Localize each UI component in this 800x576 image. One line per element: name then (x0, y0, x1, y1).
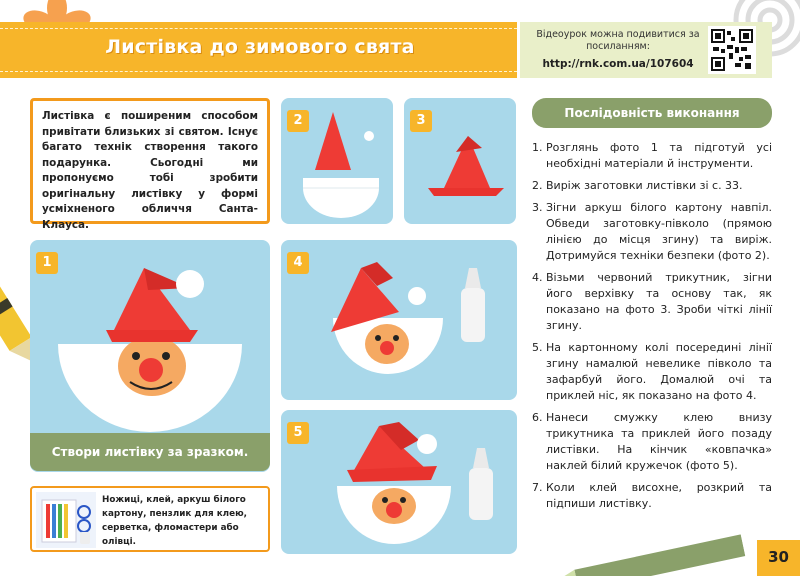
title-bar (0, 22, 520, 78)
steps-list (532, 140, 772, 518)
step-item: 5. На картонному колі посередині лінії згину намалюй невелике півколо та зафарбуй його. Домалюй очі та приклей ніс, як показано на фото 4. (532, 341, 772, 402)
materials-text: Ножиці, клей, аркуш білого картону, пензлик для клею, серветка, фломастери або олівці. (102, 495, 247, 547)
photo-5-image (281, 410, 517, 554)
intro-box (30, 98, 270, 231)
step-item: 7. Коли клей висохне, розкрий та підпиши листівку. (532, 481, 772, 510)
intro-text: Листівка є поширеним способом привітати близьких зі святом. Існує багато технік створення такого подарунка. Сьогодні ми пропонуємо тобі зробити оригінальну листівку у формі усміхненого обличчя Санта-Клауса. (42, 110, 258, 231)
video-lesson-box (520, 22, 772, 78)
photo-number: 2 (287, 110, 309, 132)
video-lesson-link[interactable]: http://rnk.com.ua/107604 (542, 58, 694, 70)
video-lesson-text: Відеоурок можна подивитися за посиланням: (536, 29, 700, 52)
step-item: 3. Зігни аркуш білого картону навпіл. Обведи заготовку-півколо (прямою лінією до місця згину) та виріж. Дотримуйся техніки безпеки (фото 2). (532, 201, 772, 262)
photo-1-caption: Створи листівку за зразком. (30, 433, 270, 471)
materials-box (30, 486, 270, 552)
photo-5 (281, 410, 517, 554)
crayon-icon (543, 525, 747, 576)
photo-number: 5 (287, 422, 309, 444)
photo-number: 1 (36, 252, 58, 274)
qr-code-icon[interactable] (708, 26, 756, 74)
photo-4-image (281, 240, 517, 400)
sequence-title: Послідовність виконання (532, 98, 772, 128)
materials-image (36, 492, 96, 548)
step-item: 2. Виріж заготовки листівки зі с. 33. (532, 179, 743, 192)
photo-3 (404, 98, 516, 224)
photo-2 (281, 98, 393, 224)
step-item: 1. Розглянь фото 1 та підготуй усі необхідні матеріали й інструменти. (532, 141, 772, 170)
step-item: 4. Візьми червоний трикутник, зігни його верхівку та основу так, як показано на фото 3. Зроби чіткі лінії згину. (532, 271, 772, 332)
page-number: 30 (757, 540, 800, 576)
photo-number: 3 (410, 110, 432, 132)
photo-number: 4 (287, 252, 309, 274)
page-title: Листівка до зимового свята (105, 36, 415, 58)
photo-4 (281, 240, 517, 400)
step-item: 6. Нанеси смужку клею внизу трикутника та приклей його позаду листівки. На кінчик «ковпачка» наклей білий кружечок (фото 5). (532, 411, 772, 472)
